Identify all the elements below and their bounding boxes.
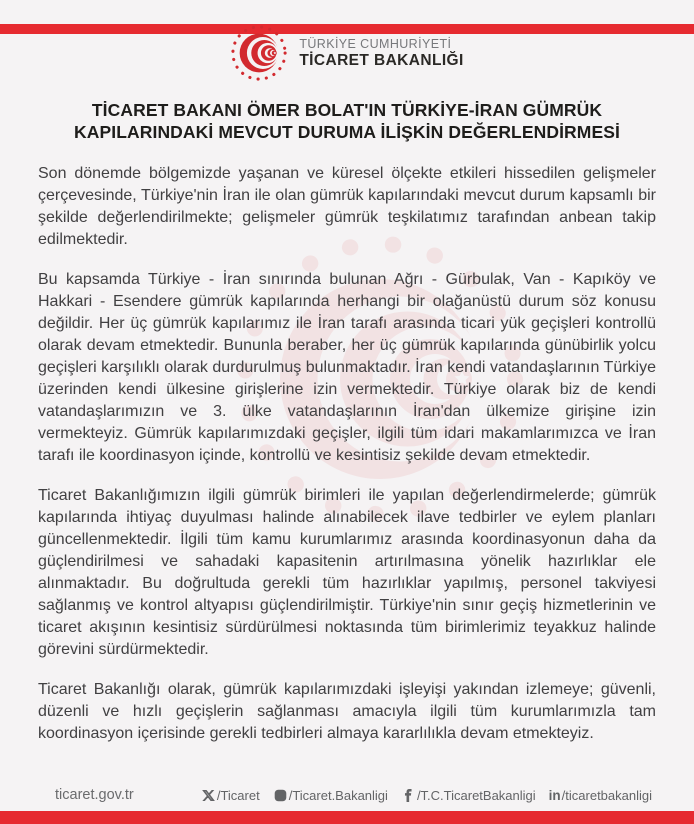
statement-paragraph-2: Bu kapsamda Türkiye - İran sınırında bulunan Ağrı - Gürbulak, Van - Kapıköy ve Hakkari - Esendere gümrük kapılarında herhangi bir olağanüstü durum söz konusu değildir. Her üç gümrük kapılarımız ile İran tarafı arasında ticari yük geçişleri kontrollü olarak devam etmektedir. Bununla beraber, her üç gümrük kapılarında günübirlik yolcu geçişleri karşılıklı olarak durdurulmuş bulunmaktadır. İran kendi vatandaşlarının Türkiye üzerinden kendi ülkesine girişlerine izin vermektedir. Türkiye olarak biz de kendi vatandaşlarımızın ve 3. ülke vatandaşlarının İran'dan ülkemize girişine izin vermekteyiz. Gümrük kapılarımızdaki geçişler, ilgili tüm idari makamlarımızca ve İran tarafı ile koordinasyon içinde, kontrollü ve kesintisiz şekilde devam etmektedir. <box>38 271 656 464</box>
social-linkedin-handle: /ticaretbakanligi <box>561 787 652 803</box>
social-linkedin <box>549 788 652 803</box>
social-handles <box>201 788 652 803</box>
ministry-name-big: TİCARET BAKANLIĞI <box>299 51 464 69</box>
page-title-line1: TİCARET BAKANI ÖMER BOLAT'IN TÜRKİYE-İRAN GÜMRÜK <box>91 100 603 120</box>
social-facebook-handle: /T.C.TicaretBakanligi <box>416 787 536 803</box>
statement-paragraph-1: Son dönemde bölgemizde yaşanan ve küresel ölçekte etkileri hissedilen gelişmeler çerçevesinde, Türkiye'nin İran ile olan gümrük kapılarındaki mevcut durum kapsamlı bir şekilde değerlendirilmekte; gelişmeler gümrük teşkilatımız tarafından anbean takip edilmektedir. <box>38 165 656 248</box>
page-title-line2: KAPILARINDAKİ MEVCUT DURUMA İLİŞKİN DEĞERLENDİRMESİ <box>74 121 620 142</box>
bottom-accent-bar <box>0 811 694 824</box>
statement-body <box>38 163 656 745</box>
instagram-icon <box>273 788 288 803</box>
statement-paragraph-3: Ticaret Bakanlığımızın ilgili gümrük birimleri ile yapılan değerlendirmelerde; gümrük kapılarında ihtiyaç duyulması halinde alınabilecek ilave tedbirler ve eylem planları güncellenmektedir. İlgili tüm kamu kurumlarımız arasında koordinasyonun daha da güçlendirilmesi ve sahadaki kapasitenin artırılmasına yönelik hazırlıklar ele alınmaktadır. Bu doğrultuda gerekli tüm hazırlıklar yapılmış, personel takviyesi sağlanmış ve kontrol altyapısı güçlendirilmiştir. Türkiye'nin sınır geçiş hizmetlerinin ve ticaret akışının kesintisiz sürdürülmesi noktasında tüm birimlerimiz teyakkuz halinde görevini sürdürmektedir. <box>38 487 656 658</box>
social-instagram <box>273 788 388 803</box>
statement-paragraph-4: Ticaret Bakanlığı olarak, gümrük kapılarımızdaki işleyişi yakından izlemeye; güvenli, düzenli ve hızlı geçişlerin sağlanması amacıyla ilgili tüm kurumlarımızla tam koordinasyon içerisinde gerekli tedbirleri almaya kararlılıkla devam etmekteyiz. <box>38 681 656 742</box>
website-text: ticaret.gov.tr <box>55 787 134 803</box>
footer <box>0 779 694 811</box>
page-title <box>30 100 664 143</box>
ministry-brand-header <box>0 24 694 82</box>
social-x-handle: /Ticaret <box>216 787 260 803</box>
social-x <box>201 788 260 803</box>
linkedin-icon: in <box>548 787 561 803</box>
social-facebook <box>401 788 536 803</box>
ministry-name-small: TÜRKİYE CUMHURİYETİ <box>299 36 452 51</box>
x-twitter-icon <box>201 788 216 803</box>
facebook-icon <box>401 788 416 803</box>
social-instagram-handle: /Ticaret.Bakanligi <box>288 787 388 803</box>
statement-card <box>0 24 694 824</box>
ministry-emblem-icon <box>230 24 288 82</box>
